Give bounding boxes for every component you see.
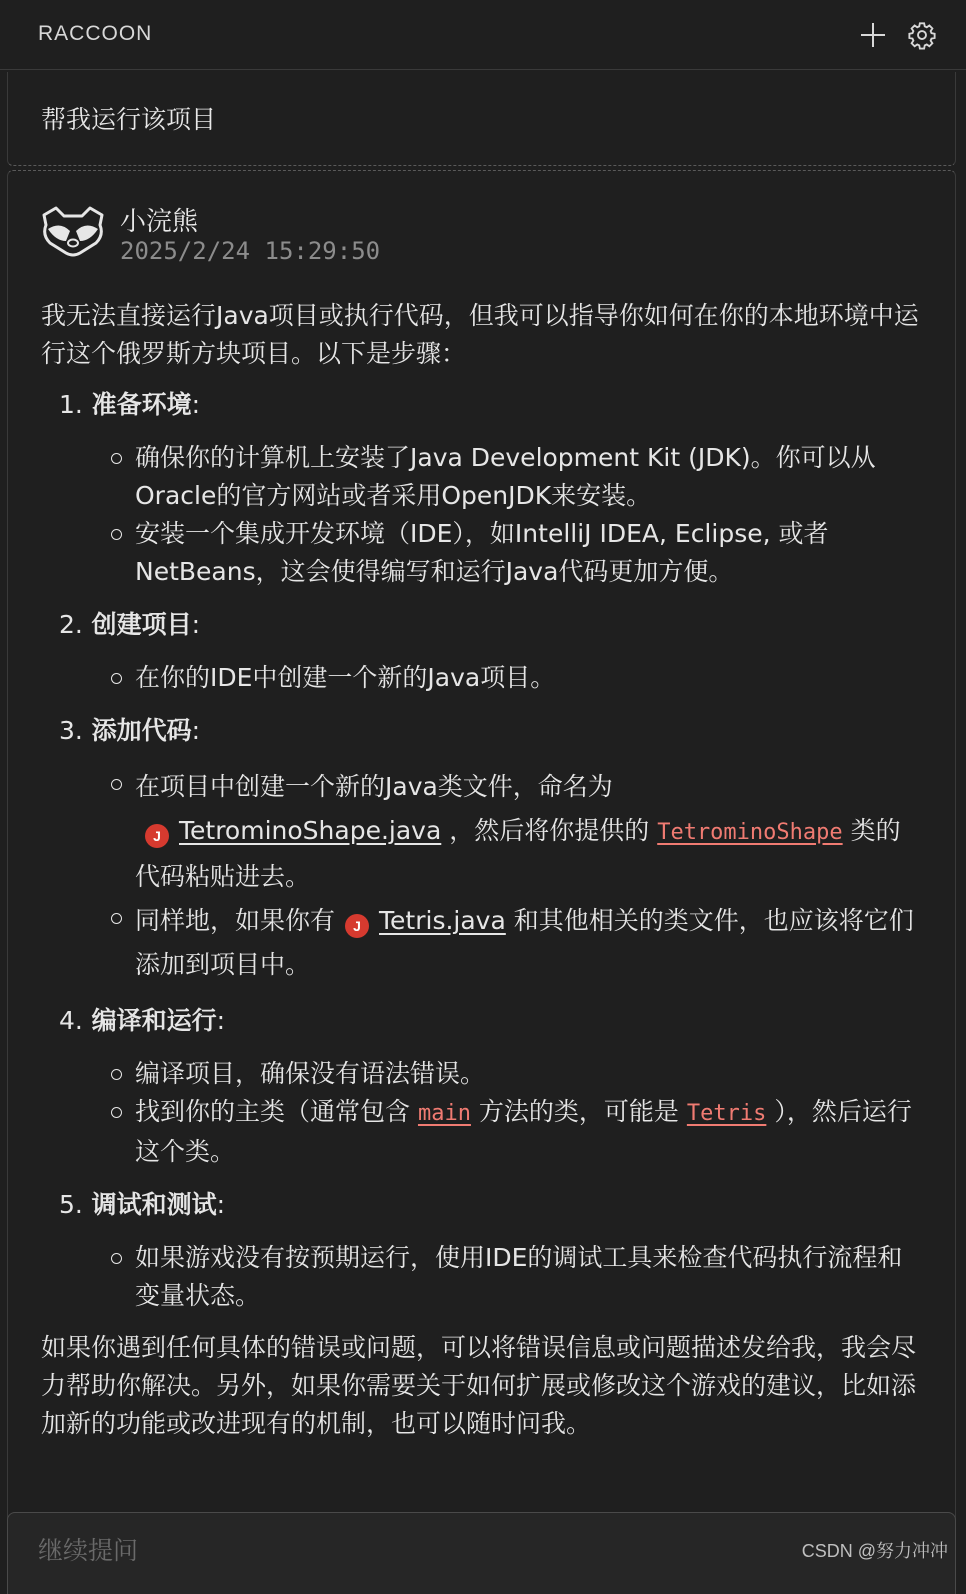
user-message-text: 帮我运行该项目 <box>41 105 217 134</box>
list-item: 在你的IDE中创建一个新的Java项目。 <box>135 659 921 697</box>
step-title: 创建项目 <box>91 610 192 639</box>
item-text: 同样地，如果你有 <box>135 906 336 935</box>
item-text: 类的代码粘贴进去。 <box>135 816 901 891</box>
step-colon: : <box>191 716 201 745</box>
watermark: CSDN @努力冲冲 <box>801 1541 948 1561</box>
item-text: 找到你的主类（通常包含 <box>135 1097 411 1126</box>
settings-button[interactable] <box>905 18 939 52</box>
new-chat-button[interactable] <box>856 18 890 52</box>
chat-input[interactable] <box>36 1535 740 1566</box>
assistant-message <box>7 170 956 1526</box>
app-title: RACCOON <box>38 22 153 45</box>
item-text: ），然后运行这个类。 <box>135 1097 912 1166</box>
user-message <box>7 72 956 166</box>
item-text: 在项目中创建一个新的Java类文件，命名为 <box>135 772 613 801</box>
message-timestamp: 2025/2/24 15:29:50 <box>120 237 381 265</box>
list-item <box>135 1093 921 1171</box>
file-link-tetris[interactable]: Tetris.java <box>379 906 506 935</box>
step-1 <box>41 385 921 591</box>
step-title: 准备环境 <box>91 390 192 419</box>
step-colon: : <box>216 1006 226 1035</box>
step-number: 5. <box>59 1190 83 1219</box>
step-colon: : <box>191 390 201 419</box>
step-number: 1. <box>59 390 83 419</box>
step-colon: : <box>191 610 201 639</box>
list-item: 如果游戏没有按预期运行，使用IDE的调试工具来检查代码执行流程和变量状态。 <box>135 1239 921 1315</box>
inline-code: TetrominoShape <box>657 820 843 845</box>
file-link-tetrominoshape[interactable]: TetrominoShape.java <box>179 816 442 845</box>
java-file-icon: J <box>345 914 369 938</box>
step-2 <box>41 605 921 697</box>
item-text: ，然后将你提供的 <box>449 816 650 845</box>
step-number: 3. <box>59 716 83 745</box>
java-file-icon: J <box>145 824 169 848</box>
item-text: 和其他相关的类文件，也应该将它们添加到项目中。 <box>135 906 914 979</box>
step-4 <box>41 1001 921 1171</box>
gear-icon <box>907 20 937 50</box>
step-3 <box>41 711 921 987</box>
inline-code: main <box>417 1101 471 1126</box>
response-closing: 如果你遇到任何具体的错误或问题，可以将错误信息或问题描述发给我，我会尽力帮助你解决。另外，如果你需要关于如何扩展或修改这个游戏的建议，比如添加新的功能或改进现有的机制，也可以随时问我。 <box>41 1333 917 1438</box>
response-intro: 我无法直接运行Java项目或执行代码，但我可以指导你如何在你的本地环境中运行这个俄罗斯方块项目。以下是步骤： <box>41 301 919 368</box>
assistant-response <box>41 297 921 1443</box>
plus-icon <box>859 21 887 49</box>
assistant-name: 小浣熊 <box>120 207 199 237</box>
step-title: 调试和测试 <box>91 1190 217 1219</box>
step-colon: : <box>216 1190 226 1219</box>
list-item <box>135 899 921 987</box>
list-item <box>135 765 921 899</box>
steps-list <box>41 385 921 1315</box>
list-item: 编译项目，确保没有语法错误。 <box>135 1055 921 1093</box>
raccoon-icon <box>40 205 106 257</box>
list-item: 确保你的计算机上安装了Java Development Kit (JDK)。你可以从Oracle的官方网站或者采用OpenJDK来安装。 <box>135 439 921 515</box>
list-item: 安装一个集成开发环境（IDE），如IntelliJ IDEA, Eclipse, 或者NetBeans，这会使得编写和运行Java代码更加方便。 <box>135 515 921 591</box>
item-text: 方法的类，可能是 <box>478 1097 679 1126</box>
step-number: 2. <box>59 610 83 639</box>
step-title: 编译和运行 <box>91 1006 217 1035</box>
step-title: 添加代码 <box>91 716 192 745</box>
step-5 <box>41 1185 921 1315</box>
panel-header <box>0 0 966 70</box>
inline-code: Tetris <box>686 1101 767 1126</box>
step-number: 4. <box>59 1006 83 1035</box>
